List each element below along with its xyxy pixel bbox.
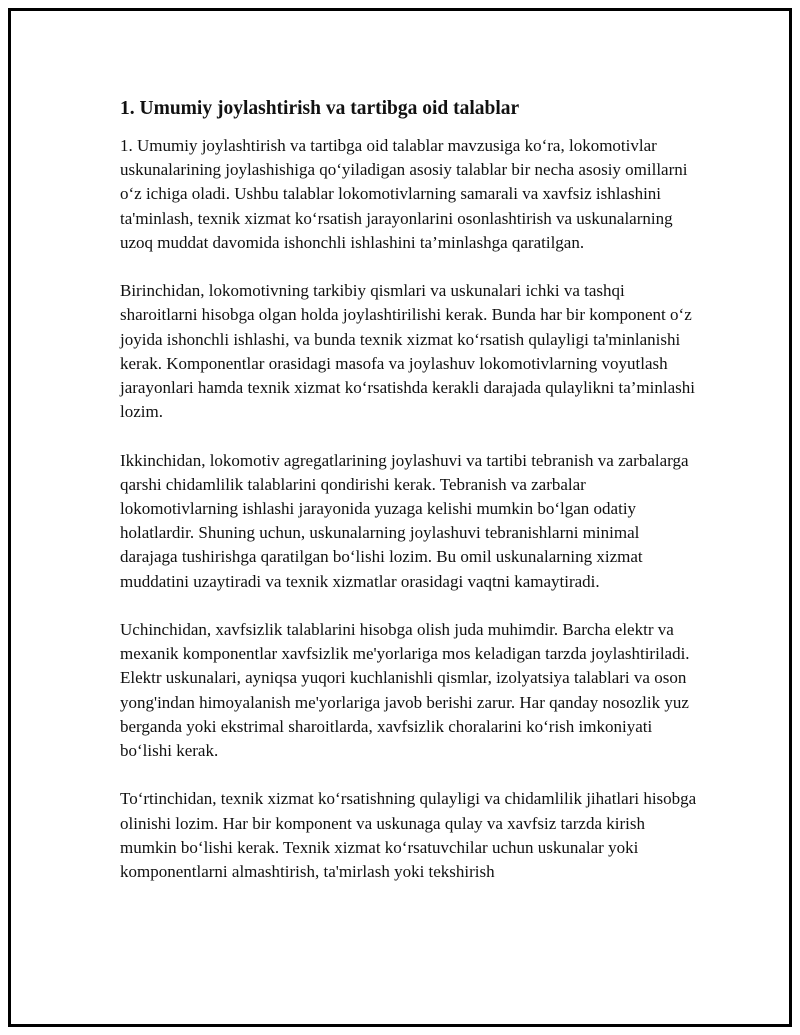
paragraph-third: Uchinchidan, xavfsizlik talablarini hisobga olish juda muhimdir. Barcha elektr va mexanik komponentlar xavfsizlik me'yorlariga mos keladigan tarzda joylashtiriladi. Elektr uskunalari, ayniqsa yuqori kuchlanishli qismlar, izolyatsiya talablari va oson yong'indan himoyalanish me'yorlariga javob berishi zarur. Har qanday nosozlik yuz berganda yoki ekstrimal sharoitlarda, xavfsizlik choralarini ko‘rish imkoniyati bo‘lishi kerak. — [120, 620, 690, 761]
paragraph-fourth: To‘rtinchidan, texnik xizmat ko‘rsatishning qulayligi va chidamlilik jihatlari hisobga olinishi lozim. Har bir komponent va uskunaga qulay va xavfsiz tarzda kirish mumkin bo‘lishi kerak. Texnik xizmat ko‘rsatuvchilar uchun uskunalar yoki komponentlarni almashtirish, ta'mirlash yoki tekshirish — [120, 789, 697, 882]
document-page — [8, 8, 792, 1027]
paragraph-intro: 1. Umumiy joylashtirish va tartibga oid talablar mavzusiga ko‘ra, lokomotivlar uskunalarining joylashishiga qo‘yiladigan asosiy talablar bir necha asosiy omillarni o‘z ichiga oladi. Ushbu talablar lokomotivlarning samarali va xavfsiz ishlashini ta'minlash, texnik xizmat ko‘rsatish jarayonlarini osonlashtirish va uskunalarning uzoq muddat davomida ishonchli ishlashini ta’minlashga qaratilgan. — [120, 136, 688, 252]
paragraph-second: Ikkinchidan, lokomotiv agregatlarining joylashuvi va tartibi tebranish va zarbalarga qarshi chidamlilik talablarini qondirishi kerak. Tebranish va zarbalar lokomotivlarning ishlashi jarayonida yuzaga kelishi mumkin bo‘lgan odatiy holatlardir. Shuning uchun, uskunalarning joylashuvi tebranishlarni minimal darajaga tushirishga qaratilgan bo‘lishi lozim. Bu omil uskunalarning xizmat muddatini uzaytiradi va texnik xizmatlar orasidagi vaqtni kamaytiradi. — [120, 450, 689, 591]
section-heading: 1. Umumiy joylashtirish va tartibga oid talablar — [120, 98, 520, 119]
paragraph-first: Birinchidan, lokomotivning tarkibiy qismlari va uskunalari ichki va tashqi sharoitlarni hisobga olgan holda joylashtirilishi kerak. Bunda har bir komponent o‘z joyida ishonchli ishlashi, va bunda texnik xizmat ko‘rsatish qulayligi ta'minlanishi kerak. Komponentlar orasidagi masofa va joylashuv lokomotivlarning voyutlash jarayonlari hamda texnik xizmat ko‘rsatishda kerakli darajada qulaylikni ta’minlashi lozim. — [120, 281, 695, 422]
document-body — [120, 96, 700, 884]
